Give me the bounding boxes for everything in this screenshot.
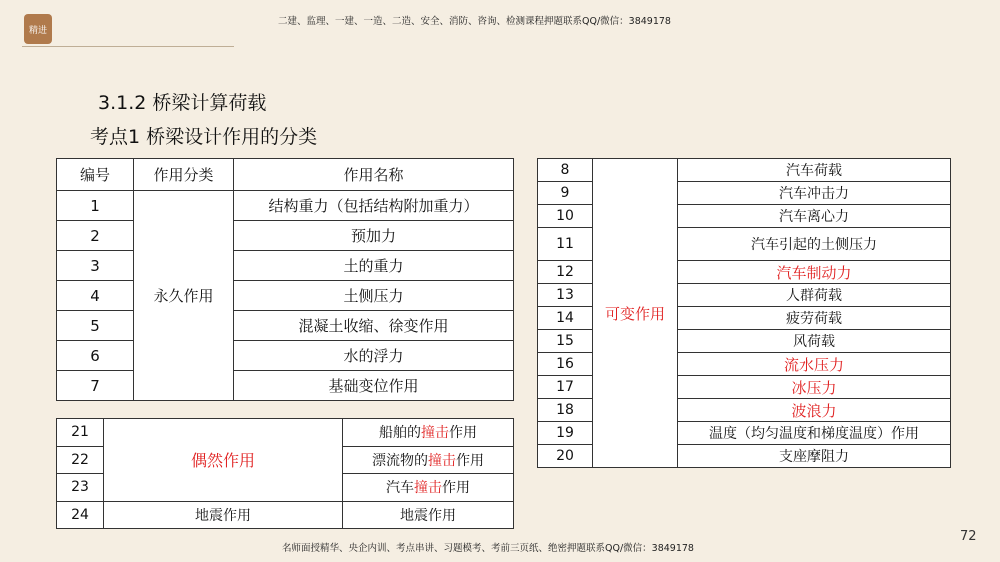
header-category: 作用分类 <box>134 159 234 191</box>
row-name: 地震作用 <box>343 501 514 529</box>
row-number: 9 <box>538 182 593 205</box>
highlight-text: 撞击 <box>428 452 456 469</box>
table-row <box>57 311 514 341</box>
row-name: 汽车离心力 <box>678 205 951 228</box>
row-name: 预加力 <box>234 221 514 251</box>
row-name: 冰压力 <box>678 376 951 399</box>
header-contact-text: 二建、监理、一建、一造、二造、安全、消防、咨询、检测课程押题联系QQ/微信：3849178 <box>278 16 671 27</box>
row-number: 20 <box>538 445 593 468</box>
row-name: 流水压力 <box>678 353 951 376</box>
row-name: 汽车制动力 <box>678 261 951 284</box>
accidental-actions-table <box>56 418 514 529</box>
row-number: 17 <box>538 376 593 399</box>
row-number: 21 <box>57 419 104 447</box>
row-number: 5 <box>57 311 134 341</box>
row-number: 22 <box>57 446 104 474</box>
row-number: 16 <box>538 353 593 376</box>
table-row <box>57 221 514 251</box>
row-name: 疲劳荷载 <box>678 307 951 330</box>
table-header-row <box>57 159 514 191</box>
table-row <box>57 281 514 311</box>
row-number: 3 <box>57 251 134 281</box>
row-name: 支座摩阻力 <box>678 445 951 468</box>
row-name: 风荷载 <box>678 330 951 353</box>
row-number: 6 <box>57 341 134 371</box>
category-cell: 可变作用 <box>593 159 678 468</box>
category-cell: 永久作用 <box>134 191 234 401</box>
row-number: 15 <box>538 330 593 353</box>
row-number: 24 <box>57 501 104 529</box>
brand-logo: 精进 <box>24 14 52 44</box>
table-row <box>57 191 514 221</box>
table-row <box>538 159 951 182</box>
row-name: 漂流物的撞击作用 <box>343 446 514 474</box>
row-name: 人群荷载 <box>678 284 951 307</box>
variable-actions-table <box>537 158 951 468</box>
table-row <box>57 371 514 401</box>
row-number: 4 <box>57 281 134 311</box>
permanent-actions-table <box>56 158 514 401</box>
row-name: 温度（均匀温度和梯度温度）作用 <box>678 422 951 445</box>
table-row <box>57 501 514 529</box>
row-name: 结构重力（包括结构附加重力） <box>234 191 514 221</box>
page-number: 72 <box>960 529 977 544</box>
row-number: 2 <box>57 221 134 251</box>
row-number: 12 <box>538 261 593 284</box>
row-number: 13 <box>538 284 593 307</box>
row-number: 10 <box>538 205 593 228</box>
row-name: 汽车荷载 <box>678 159 951 182</box>
row-number: 14 <box>538 307 593 330</box>
row-name: 基础变位作用 <box>234 371 514 401</box>
row-number: 8 <box>538 159 593 182</box>
row-name: 汽车冲击力 <box>678 182 951 205</box>
row-name: 汽车引起的土侧压力 <box>678 228 951 261</box>
row-number: 19 <box>538 422 593 445</box>
section-title: 3.1.2 桥梁计算荷载 <box>98 92 267 114</box>
row-name: 汽车撞击作用 <box>343 474 514 502</box>
table-row <box>57 341 514 371</box>
header-divider <box>22 46 234 47</box>
row-number: 11 <box>538 228 593 261</box>
header-number: 编号 <box>57 159 134 191</box>
row-name: 水的浮力 <box>234 341 514 371</box>
row-name: 土的重力 <box>234 251 514 281</box>
footer-contact-text: 名师面授精华、央企内训、考点串讲、习题模考、考前三页纸、绝密押题联系QQ/微信：3849178 <box>282 543 694 554</box>
category-cell: 偶然作用 <box>104 419 343 502</box>
highlight-text: 撞击 <box>421 425 449 442</box>
table-row <box>57 251 514 281</box>
category-cell: 地震作用 <box>104 501 343 529</box>
header-name: 作用名称 <box>234 159 514 191</box>
row-name: 船舶的撞击作用 <box>343 419 514 447</box>
row-number: 23 <box>57 474 104 502</box>
row-number: 7 <box>57 371 134 401</box>
row-name: 土侧压力 <box>234 281 514 311</box>
highlight-text: 撞击 <box>414 480 442 497</box>
table-row <box>57 419 514 447</box>
row-name: 混凝土收缩、徐变作用 <box>234 311 514 341</box>
row-number: 18 <box>538 399 593 422</box>
row-number: 1 <box>57 191 134 221</box>
sub-title: 考点1 桥梁设计作用的分类 <box>90 126 318 148</box>
row-name: 波浪力 <box>678 399 951 422</box>
